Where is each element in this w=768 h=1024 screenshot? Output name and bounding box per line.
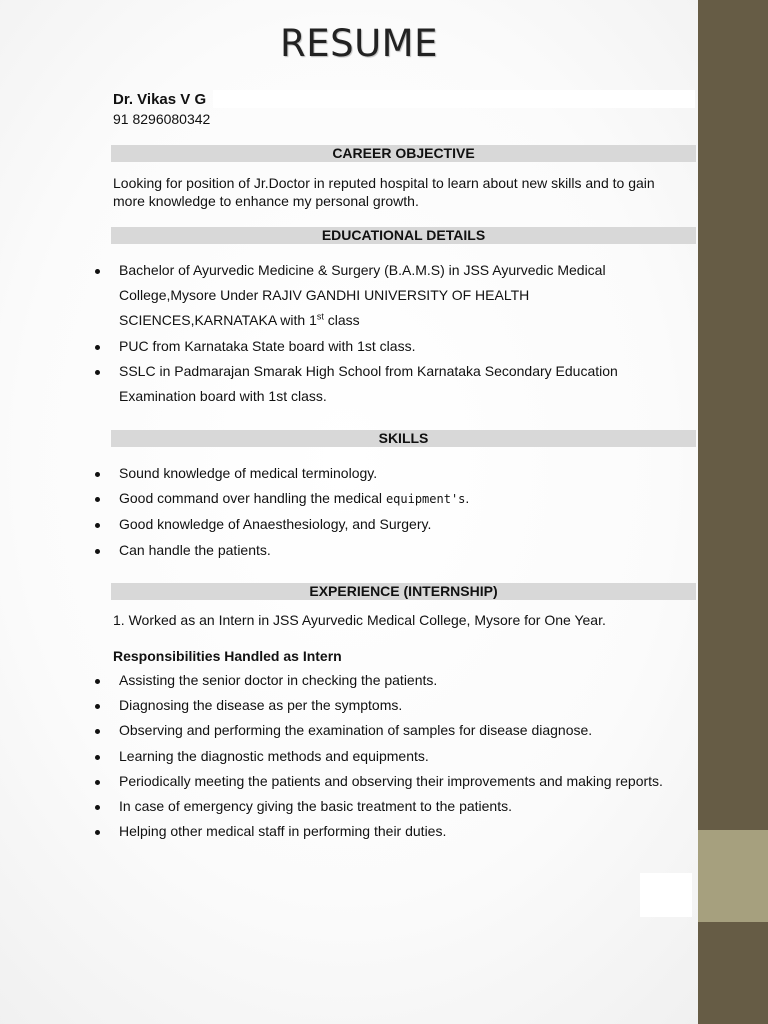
skill-text: Good command over handling the medical [119, 490, 386, 507]
skills-list [93, 461, 683, 563]
responsibilities-heading: Responsibilities Handled as Intern [113, 648, 342, 664]
education-list [93, 258, 683, 409]
experience-line: 1. Worked as an Intern in JSS Ayurvedic Medical College, Mysore for One Year. [113, 612, 606, 628]
list-item: Assisting the senior doctor in checking the patients. [93, 668, 683, 693]
career-objective-text: Looking for position of Jr.Doctor in reputed hospital to learn about new skills and to gain more knowledge to enhance my personal growth. [113, 175, 655, 209]
superscript-st: st [316, 311, 324, 322]
list-item: Helping other medical staff in performing their duties. [93, 819, 683, 844]
list-item: Periodically meeting the patients and observing their improvements and making reports. [93, 769, 683, 794]
list-item: Learning the diagnostic methods and equipments. [93, 744, 683, 769]
list-item: Can handle the patients. [93, 538, 683, 563]
page-title: RESUME [280, 22, 438, 65]
list-item: Good knowledge of Anaesthesiology, and Surgery. [93, 512, 683, 537]
list-item: PUC from Karnataka State board with 1st class. [93, 334, 683, 359]
list-item: Sound knowledge of medical terminology. [93, 461, 683, 486]
list-item [93, 486, 683, 512]
responsibilities-list [93, 668, 683, 844]
list-item: Observing and performing the examination of samples for disease diagnose. [93, 718, 683, 743]
list-item: SSLC in Padmarajan Smarak High School from Karnataka Secondary Education Examination board with 1st class. [93, 359, 683, 409]
section-heading-experience: EXPERIENCE (INTERNSHIP) [111, 583, 696, 600]
candidate-name: Dr. Vikas V G [113, 91, 207, 108]
skill-mono-text: equipment's [385, 492, 466, 507]
phone-number: 91 8296080342 [113, 111, 211, 127]
education-degree-suffix: class [323, 312, 360, 329]
list-item: In case of emergency giving the basic treatment to the patients. [93, 794, 683, 819]
name-highlight-strip [213, 90, 695, 108]
side-accent-block [698, 830, 768, 922]
skill-suffix: . [465, 490, 470, 507]
education-degree-text: Bachelor of Ayurvedic Medicine & Surgery (B.A.M.S) in JSS Ayurvedic Medical College,Mysore Under RAJIV GANDHI UNIVERSITY OF HEALTH SCIENCES,KARNATAKA with 1 [119, 262, 606, 329]
list-item: Diagnosing the disease as per the symptoms. [93, 693, 683, 718]
section-heading-education: EDUCATIONAL DETAILS [111, 227, 696, 244]
section-heading-skills: SKILLS [111, 430, 696, 447]
list-item [93, 258, 683, 334]
section-heading-career: CAREER OBJECTIVE [111, 145, 696, 162]
decorative-white-box [640, 873, 692, 917]
